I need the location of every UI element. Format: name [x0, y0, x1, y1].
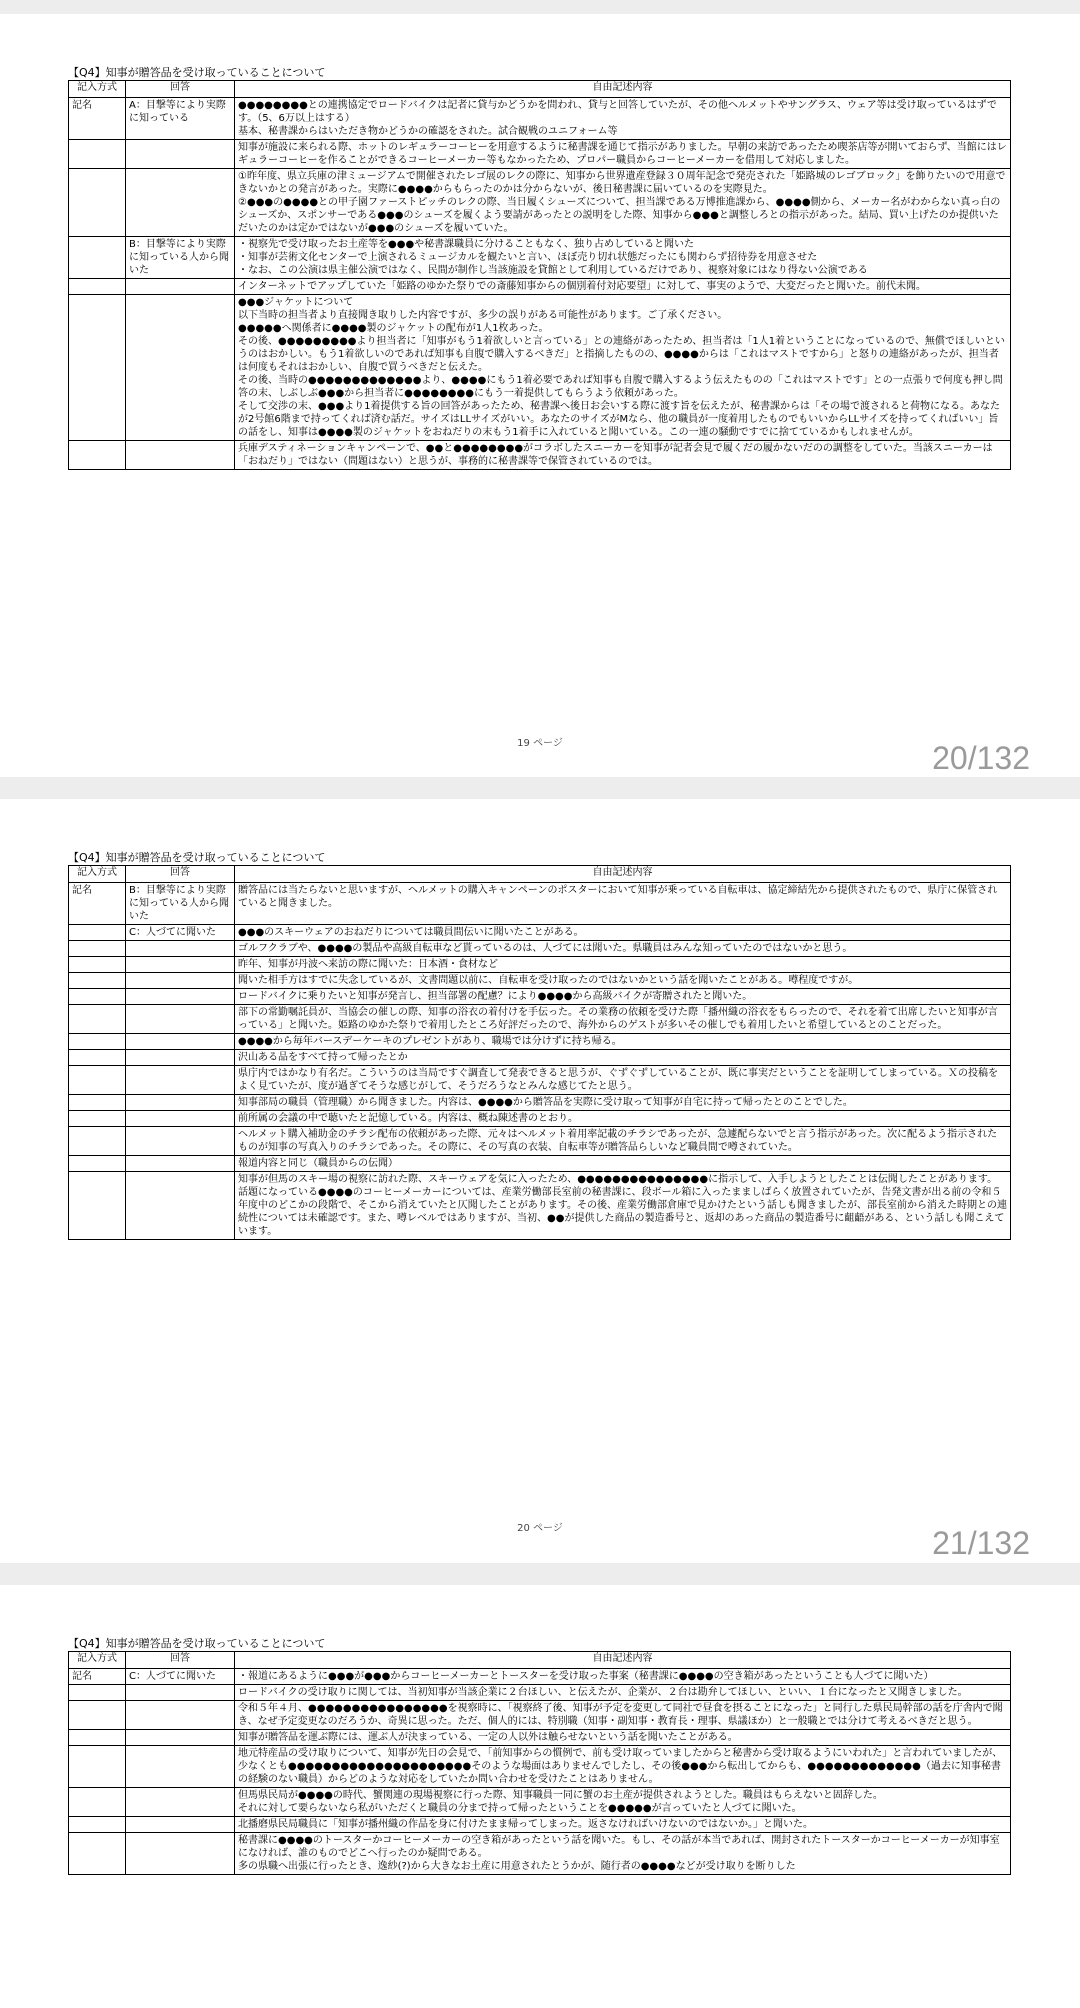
- document-page-2: [0, 799, 1080, 1563]
- answer-cell: [126, 1685, 235, 1701]
- page-number: 20 ページ: [517, 1523, 563, 1534]
- method-cell: [69, 989, 126, 1005]
- table-row: [69, 1050, 1011, 1066]
- answer-cell: [126, 1005, 235, 1034]
- answer-cell: [126, 441, 235, 470]
- answer-cell: [126, 1066, 235, 1095]
- method-cell: [69, 1817, 126, 1833]
- free-text-cell: 昨年、知事が丹波へ来訪の際に聞いた：日本酒・食材など: [235, 957, 1011, 973]
- answer-cell: [126, 1746, 235, 1788]
- table-row: [69, 1746, 1011, 1788]
- method-cell: [69, 941, 126, 957]
- header-method: 記入方式: [69, 1652, 126, 1669]
- document-page-3: [0, 1585, 1080, 2008]
- header-free-text: 自由記述内容: [235, 866, 1011, 883]
- table-row: [69, 1034, 1011, 1050]
- method-cell: [69, 1034, 126, 1050]
- answer-cell: [126, 957, 235, 973]
- answer-cell: B：目撃等により実際に知っている人から聞いた: [126, 883, 235, 925]
- table-row: [69, 1701, 1011, 1730]
- answer-cell: [126, 941, 235, 957]
- answer-cell: [126, 1034, 235, 1050]
- method-cell: [69, 1156, 126, 1172]
- table-row: [69, 941, 1011, 957]
- section-title: 【Q4】知事が贈答品を受け取っていることについて: [68, 1637, 326, 1650]
- header-free-text: 自由記述内容: [235, 1652, 1011, 1669]
- method-cell: [69, 169, 126, 237]
- answer-cell: C：人づてに聞いた: [126, 1669, 235, 1685]
- answer-cell: [126, 169, 235, 237]
- free-text-cell: 県庁内ではかなり有名だ。こういうのは当局ですぐ調査して発表できると思うが、ぐずぐずしていることが、既に事実だということを証明してしまっている。Ｘの投稿をよく見ていたが、度が過ぎてそうな感じがして、そうだろうなとみんな感じてたと思う。: [235, 1066, 1011, 1095]
- method-cell: [69, 1746, 126, 1788]
- answer-cell: A：目撃等により実際に知っている: [126, 98, 235, 140]
- free-text-cell: 知事が贈答品を運ぶ際には、運ぶ人が決まっている、一定の人以外は触らせないという話を聞いたことがある。: [235, 1730, 1011, 1746]
- free-text-cell: インターネットでアップしていた「姫路のゆかた祭りでの斎藤知事からの個別着付対応要望」に対して、事実のようで、大変だったと聞いた。前代未聞。: [235, 279, 1011, 295]
- table-row: [69, 295, 1011, 441]
- table-row: [69, 279, 1011, 295]
- free-text-cell: 知事が但馬のスキー場の視察に訪れた際、スキーウェアを気に入ったため、●●●●●●●●●●●●●●●に指示して、入手しようとしたことは伝聞したことがあります。 話題になっている●●●●のコーヒーメーカーについては、産業労働部長室前の秘書課に、段ボール箱に入ったまましばらく放置されていたが、告発文書が出る前の令和５年度中のどこかの段階で、そこから消えていたと仄聞したことがあります。その後、産業労働部倉庫で見かけたという話しも聞きましたが、部長室前から消えた時期との連続性については未確認です。また、噂レベルではありますが、当初、●●が提供した商品の製造番号と、返却のあった商品の製造番号に齟齬がある、という話しも聞こえています。: [235, 1172, 1011, 1240]
- free-text-cell: ・報道にあるように●●●が●●●からコーヒーメーカーとトースターを受け取った事案（秘書課に●●●●の空き箱があったということも人づてに聞いた）: [235, 1669, 1011, 1685]
- method-cell: [69, 279, 126, 295]
- answer-cell: [126, 1701, 235, 1730]
- table-row: [69, 1172, 1011, 1240]
- table-row: [69, 883, 1011, 925]
- table-row: [69, 237, 1011, 279]
- table-row: [69, 441, 1011, 470]
- method-cell: [69, 1701, 126, 1730]
- free-text-cell: ロードバイクに乗りたいと知事が発言し、担当部署の配慮？により●●●●から高級バイクが寄贈されたと聞いた。: [235, 989, 1011, 1005]
- page-number: 19 ページ: [517, 738, 563, 749]
- method-cell: [69, 1788, 126, 1817]
- answer-cell: [126, 973, 235, 989]
- method-cell: [69, 1127, 126, 1156]
- table-row: [69, 1005, 1011, 1034]
- free-text-cell: ①昨年度、県立兵庫の津ミュージアムで開催されたレゴ展のレクの際に、知事から世界遺産登録３０周年記念で発売された「姫路城のレゴブロック」を飾りたいので用意できないかとの発言があった。実際に●●●●からもらったのかは分からないが、後日秘書課に届いているのを実際見た。 ②●●●の●●●●との甲子園ファーストピッチのレクの際、当日履くシューズについて、担当課である万博推進課から、●●●●側から、メーカー名がわからない真っ白のシューズか、スポンサーである●●●のシューズを履くよう要請があったとの説明をした際、知事から●●●と調整しろとの指示があった。結局、買い上げたのか提供いただいたのかは定かではないが●●●のシューズを履いていた。: [235, 169, 1011, 237]
- table-row: [69, 1066, 1011, 1095]
- method-cell: [69, 1685, 126, 1701]
- table-row: [69, 957, 1011, 973]
- header-answer: 回答: [126, 81, 235, 98]
- free-text-cell: 令和５年４月、●●●●●●●●●●●●●●●●を視察時に、「視察終了後、知事が予定を変更して同社で昼食を摂ることになった」と同行した県民局幹部の話を庁舎内で聞き、なぜ予定変更なのだろうか、奇異に思った。ただ、個人的には、特別職（知事・副知事・教育長・理事、県議ほか）と一般職とでは分けて考えるべきだと思う。: [235, 1701, 1011, 1730]
- table-row: [69, 1111, 1011, 1127]
- free-text-cell: 知事部局の職員（管理職）から聞きました。内容は、●●●●から贈答品を実際に受け取って知事が自宅に持って帰ったとのことでした。: [235, 1095, 1011, 1111]
- free-text-cell: ・視察先で受け取ったお土産等を●●●や秘書課職員に分けることもなく、独り占めしていると聞いた ・知事が芸術文化センターで上演されるミュージカルを観たいと言い、ほぼ売り切れ状態だったにも関わらず招待券を用意させた ・なお、この公演は県主催公演ではなく、民間が制作し当該施設を貸館として利用しているだけであり、視察対象にはなり得ない公演である: [235, 237, 1011, 279]
- table-row: [69, 1788, 1011, 1817]
- answer-cell: [126, 1730, 235, 1746]
- answer-cell: [126, 1095, 235, 1111]
- answer-cell: [126, 1050, 235, 1066]
- method-cell: [69, 925, 126, 941]
- free-text-cell: 北播磨県民局職員に「知事が播州織の作品を身に付けたまま帰ってしまった。返さなければいけないのではないか。」と聞いた。: [235, 1817, 1011, 1833]
- free-text-cell: 知事が施設に来られる際、ホットのレギュラーコーヒーを用意するように秘書課を通じて指示がありました。早朝の来訪であったため喫茶店等が開いておらず、当館にはレギュラーコーヒーを作ることができるコーヒーメーカー等もなかったため、プロパー職員からコーヒーメーカーを借用して対応しました。: [235, 140, 1011, 169]
- method-cell: [69, 1095, 126, 1111]
- table-row: [69, 140, 1011, 169]
- table-row: [69, 1669, 1011, 1685]
- survey-table: [68, 80, 1011, 470]
- answer-cell: [126, 295, 235, 441]
- table-row: [69, 169, 1011, 237]
- header-free-text: 自由記述内容: [235, 81, 1011, 98]
- free-text-cell: 秘書課に●●●●のトースターかコーヒーメーカーの空き箱があったという話を聞いた。もし、その話が本当であれば、開封されたトースターかコーヒーメーカーが知事室になければ、誰のものでどこへ行ったのか疑問である。 多の県職へ出張に行ったとき、逸紗(?)から大きなお土産に用意されたとうかが、随行者の●●●●などが受け取りを断りした: [235, 1833, 1011, 1875]
- free-text-cell: ●●●のスキーウェアのおねだりについては職員間伝いに聞いたことがある。: [235, 925, 1011, 941]
- table-row: [69, 1127, 1011, 1156]
- method-cell: [69, 1833, 126, 1875]
- method-cell: [69, 295, 126, 441]
- document-page-1: [0, 14, 1080, 777]
- page-counter: 20/132: [932, 740, 1030, 776]
- header-method: 記入方式: [69, 866, 126, 883]
- answer-cell: [126, 1111, 235, 1127]
- free-text-cell: ●●●●から毎年バースデーケーキのプレゼントがあり、職場では分けずに持ち帰る。: [235, 1034, 1011, 1050]
- header-answer: 回答: [126, 866, 235, 883]
- answer-cell: [126, 1156, 235, 1172]
- answer-cell: [126, 140, 235, 169]
- answer-cell: [126, 1172, 235, 1240]
- answer-cell: C：人づてに聞いた: [126, 925, 235, 941]
- answer-cell: [126, 1817, 235, 1833]
- table-row: [69, 98, 1011, 140]
- viewer-top-bar: [0, 0, 1080, 14]
- free-text-cell: 地元特産品の受け取りについて、知事が先日の会見で、「前知事からの慣例で、前も受け取っていましたからと秘書から受け取るようにいわれた」と言われていましたが、少なくとも●●●●●●●●●●●●●●●●●●●●●そのような場面はありませんでしたし、その後●●●から転出してからも、●●●●●●●●●●●●●（過去に知事秘書の経験のない職員）からどのような対応をしていたか問い合わせを受けたことはありません。: [235, 1746, 1011, 1788]
- free-text-cell: ロードバイクの受け取りに関しては、当初知事が当該企業に２台ほしい、と伝えたが、企業が、２台は勘弁してほしい、といい、１台になったと又聞きしました。: [235, 1685, 1011, 1701]
- free-text-cell: 前所属の会議の中で聴いたと記憶している。内容は、概ね陳述書のとおり。: [235, 1111, 1011, 1127]
- answer-cell: [126, 1788, 235, 1817]
- free-text-cell: ヘルメット購入補助金のチラシ配布の依頼があった際、元々はヘルメット着用率記載のチラシであったが、急遽配らないでと言う指示があった。次に配るよう指示されたものが知事の写真入りのチラシであった。その際に、その写真の衣装、自転車等が贈答品らしいなど職員間で噂されていた。: [235, 1127, 1011, 1156]
- free-text-cell: 報道内容と同じ（職員からの伝聞）: [235, 1156, 1011, 1172]
- page-counter: 21/132: [932, 1525, 1030, 1561]
- free-text-cell: 聞いた相手方はすでに失念しているが、文書問題以前に、自転車を受け取ったのではないかという話を聞いたことがある。噂程度ですが。: [235, 973, 1011, 989]
- method-cell: [69, 237, 126, 279]
- method-cell: [69, 973, 126, 989]
- table-row: [69, 1156, 1011, 1172]
- free-text-cell: 但馬県民局が●●●●の時代、蟹関連の現場視察に行った際、知事職員一同に蟹のお土産が提供されようとした。職員はもらえないと固辞した。 それに対して要らないなら私がいただくと職員の分まで持って帰ったということを●●●●●が言っていたと人づてに聞いた。: [235, 1788, 1011, 1817]
- method-cell: [69, 1172, 126, 1240]
- method-cell: [69, 1005, 126, 1034]
- answer-cell: [126, 989, 235, 1005]
- method-cell: 記名: [69, 883, 126, 925]
- section-title: 【Q4】知事が贈答品を受け取っていることについて: [68, 851, 326, 864]
- header-answer: 回答: [126, 1652, 235, 1669]
- free-text-cell: 兵庫デスティネーションキャンペーンで、●●と●●●●●●●●がコラボしたスニーカーを知事が記者会見で履くだの履かないだのの調整をしていた。当該スニーカーは「おねだり」ではない（問題はない）と思うが、事務的に秘書課等で保管されているのでは。: [235, 441, 1011, 470]
- section-title: 【Q4】知事が贈答品を受け取っていることについて: [68, 66, 326, 79]
- table-row: [69, 973, 1011, 989]
- method-cell: [69, 1111, 126, 1127]
- method-cell: [69, 140, 126, 169]
- method-cell: [69, 1050, 126, 1066]
- table-row: [69, 1833, 1011, 1875]
- method-cell: [69, 1730, 126, 1746]
- survey-table: [68, 865, 1011, 1240]
- answer-cell: [126, 1833, 235, 1875]
- answer-cell: B：目撃等により実際に知っている人から聞いた: [126, 237, 235, 279]
- table-row: [69, 989, 1011, 1005]
- free-text-cell: 部下の常勤嘱託員が、当協会の催しの際、知事の浴衣の着付けを手伝った。その業務の依頼を受けた際「播州織の浴衣をもらったので、それを着て出席したいと知事が言っている」と聞いた。姫路のゆかた祭りで着用したところ好評だったので、海外からのゲストが多いその催しでも着用したいと希望しているとのことだった。: [235, 1005, 1011, 1034]
- free-text-cell: ●●●●●●●●との連携協定でロードバイクは記者に貸与かどうかを問われ、貸与と回答していたが、その他ヘルメットやサングラス、ウェア等は受け取っているはずです。（5、6万以上はする） 基本、秘書課からはいただき物かどうかの確認をされた。試合観戦のユニフォーム等: [235, 98, 1011, 140]
- free-text-cell: 沢山ある品をすべて持って帰ったとか: [235, 1050, 1011, 1066]
- survey-table: [68, 1651, 1011, 1875]
- header-method: 記入方式: [69, 81, 126, 98]
- answer-cell: [126, 1127, 235, 1156]
- table-row: [69, 1730, 1011, 1746]
- method-cell: [69, 1066, 126, 1095]
- table-row: [69, 1095, 1011, 1111]
- table-row: [69, 1817, 1011, 1833]
- table-row: [69, 1685, 1011, 1701]
- table-row: [69, 925, 1011, 941]
- method-cell: [69, 957, 126, 973]
- method-cell: 記名: [69, 98, 126, 140]
- free-text-cell: ●●●ジャケットについて 以下当時の担当者より直接聞き取りした内容ですが、多少の誤りがある可能性があります。ご了承ください。 ●●●●●へ関係者に●●●●製のジャケットの配布が1人1枚あった。 その後、●●●●●●●●●より担当者に「知事がもう1着欲しいと言っている」との連絡があったため、担当者は「1人1着ということになっているので、無償でほしいというのはおかしい。もう1着欲しいのであれば知事も自腹で購入するべきだ」と指摘したものの、●●●●からは「これはマストですから」と怒りの連絡があったが、担当者は何度もそれはおかしい、自腹で買うべきだと伝えた。 その後、当時の●●●●●●●●●●●●●より、●●●●にもう1着必要であれば知事も自腹で購入するよう伝えたものの「これはマストです」との一点張りで何度も押し問答の末、しぶしぶ●●●から担当者に●●●●●●●●にもう一着提供してもらうよう依頼があった。 そして交渉の末、●●●より1着提供する旨の回答があったため、秘書課へ後日お会いする際に渡す旨を伝えたが、秘書課からは「その場で渡されると荷物になる。あなたが2号館6階まで持ってくれば済む話だ。サイズはLLサイズがいい。あなたのサイズがMなら、他の職員が一度着用したものでもいいからLLサイズを持ってくればいい」旨の話をし、知事は●●●●製のジャケットをおねだりの末もう1着手に入れていると聞いている。この一連の騒動ですでに捨てているかもしれませんが。: [235, 295, 1011, 441]
- method-cell: 記名: [69, 1669, 126, 1685]
- method-cell: [69, 441, 126, 470]
- free-text-cell: ゴルフクラブや、●●●●の製品や高級自転車など貰っているのは、人づてには聞いた。県職員はみんな知っていたのではないかと思う。: [235, 941, 1011, 957]
- answer-cell: [126, 279, 235, 295]
- free-text-cell: 贈答品には当たらないと思いますが、ヘルメットの購入キャンペーンのポスターにおいて知事が乗っている自転車は、協定締結先から提供されたもので、県庁に保管されていると聞きました。: [235, 883, 1011, 925]
